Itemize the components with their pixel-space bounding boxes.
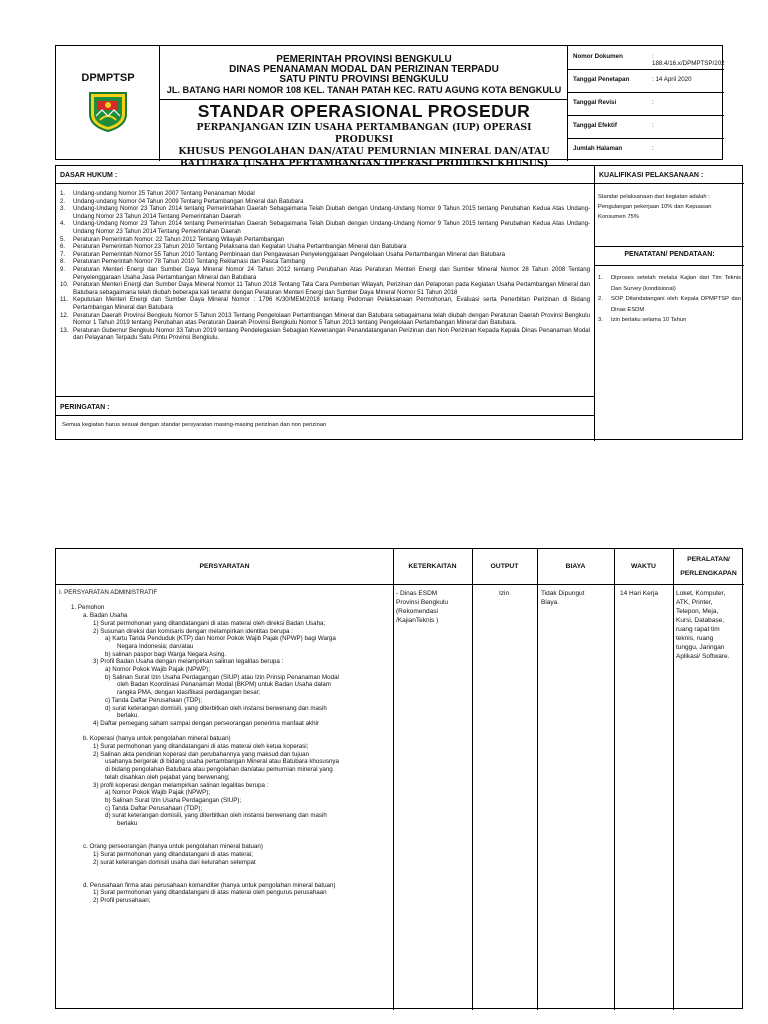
- meta-row: [568, 138, 724, 161]
- requirements-list: [59, 589, 389, 905]
- requirement-line: [59, 597, 389, 605]
- meta-value: : 188.4/16.x/DPMPTSP/202: [652, 53, 725, 67]
- meta-value: :: [652, 99, 654, 106]
- requirement-line: [59, 866, 389, 874]
- legal-item: 2. Undang-undang Nomor 04 Tahun 2009 Tentang Pertambangan Mineral dan Batubara: [60, 197, 304, 205]
- col-divider: [537, 549, 538, 1010]
- requirement-line: c. Orang perseorangan (hanya untuk pengolahan mineral batuan): [83, 843, 263, 851]
- title-divider: [160, 99, 568, 100]
- requirement-line: 4) Daftar pemegang saham sampai dengan perseorangan penerima manfaat akhir: [93, 719, 319, 727]
- col-divider: [472, 549, 473, 1010]
- gov-address: JL. BATANG HARI NOMOR 108 KEL. TANAH PATAH KEC. RATU AGUNG KOTA BENGKULU: [166, 85, 562, 95]
- output-cell: Izin: [499, 590, 510, 597]
- legal-item: 3. Undang-Undang Nomor 23 Tahun 2014 tentang Pemerintahan Daerah Sebagaimana Telah Diubah dengan Undang-Undang Nomor 9 Tahun 2015 tentang Perubahan Kedua Atas Undang-Undang Nomor 23 Tahun 2014 Tentang Pemerintahan Daerah: [60, 205, 590, 220]
- divider: [595, 183, 744, 184]
- requirement-line: 1) Surat permohonan yang ditandatangani di atas materai oleh direksi Badan Usaha;: [93, 619, 326, 627]
- divider: [56, 415, 595, 416]
- legal-item: 5. Peraturan Pemerintah Nomor. 22 Tahun 2012 Tentang Wilayah Pertambangan: [60, 235, 285, 243]
- requirement-line: 1) Surat permohonan yang ditandatangani di atas materai oleh ketua koperasi;: [93, 743, 309, 751]
- requirement-line: 2) Salinan akta pendirian koperasi dan perubahannya yang maksud dan tujuan: [93, 750, 310, 758]
- divider: [595, 265, 744, 266]
- requirement-line: [59, 835, 389, 843]
- bengkulu-emblem-icon: [86, 90, 130, 132]
- requirement-line: berlaku.: [117, 712, 140, 720]
- col-header-output: OUTPUT: [490, 562, 519, 570]
- legal-item: 10. Peraturan Menteri Energi dan Sumber Daya Mineral Nomor 11 Tahun 2018 Tentang Tata Cara Pemberian Wilayah, Perizinan dan Pelaporan pada Kegiatan Usaha Pertambangan Mineral dan Batubara sebagaimana telah diubah beberapa kali terakhir dengan Peraturan Menteri Energi dan Sumber Daya Mineral Nomor 51 Tahun 2018: [60, 281, 590, 296]
- gov-line: DINAS PENANAMAN MODAL DAN PERIZINAN TERPADU: [229, 64, 499, 75]
- requirement-line: di bidang pengolahan Batubara atau pengolahan dan/atau pemurnian mineral yang: [105, 766, 333, 774]
- biaya-cell: Tidak Dipungut Biaya.: [541, 590, 585, 606]
- subtitle-line: BATUBARA (USAHA PERTAMBANGAN OPERASI PRODUKSI KHUSUS): [179, 158, 549, 169]
- requirement-line: [59, 828, 389, 836]
- meta-label: Tanggal Revisi: [573, 99, 617, 106]
- admin-heading: PENATATAN/ PENDATAAN:: [624, 251, 715, 258]
- subtitle-line: PERPANJANGAN IZIN USAHA PERTAMBANGAN (IUP) OPERASI PRODUKSI: [196, 122, 532, 145]
- meta-label: Tanggal Efektif: [573, 122, 617, 129]
- qualification-text: Standar pelaksanaan dari kegiatan adalah : Pengulangan pekerjaan 10% dan Kepuasan Konsumen 75%: [598, 194, 712, 220]
- col-divider: [614, 549, 615, 1010]
- requirement-line: 3) profil koperasi dengan melampirkan salinan legalitas berupa :: [93, 781, 269, 789]
- requirement-line: b. Koperasi (hanya untuk pengolahan mineral batuan): [83, 735, 231, 743]
- legal-list: [60, 190, 590, 342]
- legal-item: 1. Undang-undang Nomor 25 Tahun 2007 Tentang Penanaman Modal: [60, 190, 255, 197]
- qualification-cell: [595, 166, 744, 441]
- divider: [595, 246, 744, 247]
- requirement-line: a. Badan Usaha: [83, 612, 128, 620]
- requirement-line: rangka PMA, dengan klasifikasi perdagangan besar;: [117, 689, 261, 697]
- legal-item: 4. Undang-Undang Nomor 23 Tahun 2014 tentang Pemerintahan Daerah Sebagaimana Telah Diubah dengan Undang-Undang Nomor 9 Tahun 2015 tentang Perubahan Kedua Atas Undang-Undang Nomor 23 Tahun 2014 Tentang Pemerintahan Daerah: [60, 220, 590, 235]
- meta-row: [568, 92, 724, 116]
- header-divider: [56, 584, 744, 585]
- admin-item: 3. Izin berlaku selama 10 Tahun: [598, 317, 687, 323]
- col-header-biaya: BIAYA: [565, 562, 586, 570]
- requirement-line: c) Tanda Daftar Perusahaan (TDP);: [105, 804, 203, 812]
- requirement-line: c) Tanda Daftar Perusahaan (TDP);: [105, 696, 203, 704]
- legal-item: 6. Peraturan Pemerintah Nomor 23 Tahun 2010 Tentang Pelaksana dan Kegiatan Usaha Pertambangan Mineral dan Batubara: [60, 243, 407, 251]
- col-header-persyaratan: PERSYARATAN: [199, 562, 250, 570]
- requirement-line: a) Nomor Pokok Wajib Pajak (NPWP);: [105, 666, 210, 674]
- sop-header: [55, 45, 725, 169]
- requirement-line: berlaku: [117, 820, 138, 828]
- legal-item: 11. Keputusan Menteri Energi dan Sumber Daya Mineral Nomor : 1796 K/30/MEM/2018 tentang Pedoman Pelaksanaan Permohonan, Evaluasi serta Penerbitan Perizinan di Bidang Pertambangan Mineral dan Batubara: [60, 296, 590, 311]
- warning-text: Semua kegiatan harus sesuai dengan standar persyaratan masing-masing perizinan dan non perizinan: [62, 422, 327, 428]
- requirement-line: d. Perusahaan firma atau perusahaan komanditer (hanya untuk pengolahan mineral batuan): [83, 881, 336, 889]
- meta-row: [568, 69, 724, 93]
- requirement-line: 2) surat keterangan domisili usaha dari kelurahan setempat: [93, 858, 256, 866]
- requirement-line: telah disahkan oleh pejabat yang berwenang;: [105, 773, 230, 781]
- admin-item: 1. Diproses setelah melalui Kajian dari Tim Teknis Dan Survey (kondisional): [598, 275, 741, 292]
- requirement-line: a) Kartu Tanda Penduduk (KTP) dan Nomor Pokok Wajib Pajak (NPWP) bagi Warga: [105, 635, 336, 643]
- qualification-heading: KUALIFIKASI PELAKSANAAN :: [599, 172, 704, 179]
- peralatan-cell: Loket, Komputer, ATK, Printer, Telepon, Meja, Kursi, Database, ruang rapat tim teknis, ruang tunggu, Jaringan Aplikasi/ Software.: [676, 590, 730, 660]
- requirement-line: b) Salinan Surat Izin Usaha Perdagangan (SIUP);: [105, 796, 242, 804]
- requirement-line: Negara Indonesia; dan/atau: [117, 642, 194, 650]
- col-header-text: PERALATAN/: [687, 555, 730, 563]
- legal-item: 12. Peraturan Daerah Provinsi Bengkulu Nomor 5 Tahun 2013 Tentang Pengelolaan Pertambangan Mineral dan Batubara sebagaimana telah diubah dengan Peraturan Daerah Provinsi Bengkulu Nomor 1 Tahun 2019 tentang Perubahan atas Peraturan Daerah Provinsi Bengkulu Nomor 5 Tahun 2013 tentang Pengelolaan Pertambangan Mineral dan Batubara.: [60, 311, 590, 327]
- col-header-text: PERLENGKAPAN: [680, 569, 737, 577]
- requirement-line: [59, 728, 389, 736]
- requirement-line: a) Nomor Pokok Wajib Pajak (NPWP);: [105, 789, 210, 797]
- requirement-line: d) surat keterangan domisili, yang diterbitkan oleh instansi berwenang dan masih: [105, 812, 327, 820]
- col-divider: [673, 549, 674, 1010]
- requirement-line: [59, 874, 389, 882]
- keterkaitan-cell: - Dinas ESDM Provinsi Bengkulu (Rekomendasi /KajianTeknis ): [396, 590, 449, 624]
- meta-row: [568, 115, 724, 139]
- page-title: STANDAR OPERASIONAL PROSEDUR: [197, 101, 531, 121]
- meta-value: :: [652, 145, 654, 152]
- meta-label: Nomor Dokumen: [573, 53, 623, 60]
- admin-list: [598, 273, 741, 326]
- page-subtitle: [170, 122, 558, 170]
- requirement-line: 1. Pemohon: [71, 604, 105, 612]
- meta-value: :: [652, 122, 654, 129]
- legal-heading: DASAR HUKUM :: [60, 172, 118, 179]
- subtitle-line: KHUSUS PENGOLAHAN DAN/ATAU PEMURNIAN MINERAL DAN/ATAU: [178, 146, 550, 157]
- requirement-line: 1) Surat permohonan yang ditandatangani di atas materai oleh pengurus perusahaan: [93, 889, 327, 897]
- legal-basis-section: [55, 165, 743, 440]
- requirement-line: 2) Profil perusahaan;: [93, 897, 151, 905]
- requirement-line: 3) Profil Badan Usaha dengan melampirkan salinan legalitas berupa :: [93, 658, 284, 666]
- legal-item: 8. Peraturan Pemerintah Nomor 78 Tahun 2010 Tentang Reklamasi dan Pasca Tambang: [60, 258, 306, 266]
- org-name: DPMPTSP: [81, 72, 135, 84]
- legal-item: 9. Peraturan Menteri Energi dan Sumber Daya Mineral Nomor 24 Tahun 2012 tentang Perubahan Atas Peraturan Menteri Energi dan Sumber Mineral Nomor 28 Tahun 2008 Tentang Penyelenggaraan Usaha Jasa Pertambangan Mineral dan Batubara: [60, 265, 590, 281]
- requirement-line: d) surat keterangan domisili, yang diterbitkan oleh instansi berwenang dan masih: [105, 704, 327, 712]
- meta-value: : 14 April 2020: [652, 76, 692, 83]
- divider: [56, 183, 595, 184]
- meta-label: Jumlah Halaman: [573, 145, 623, 152]
- col-header-waktu: WAKTU: [631, 562, 656, 570]
- warning-heading: PERINGATAN :: [60, 404, 110, 411]
- requirement-line: b) salinan paspor bagi Warga Negara Asing.: [105, 650, 227, 658]
- requirement-line: oleh Badan Koordinasi Penanaman Modal (BKPM) untuk Badan Usaha dalam: [117, 681, 331, 689]
- requirements-table: [55, 548, 743, 1009]
- header-title-cell: [160, 46, 568, 169]
- meta-label: Tanggal Penetapan: [573, 76, 630, 83]
- col-header-keterkaitan: KETERKAITAN: [408, 562, 457, 570]
- logo-cell: [56, 46, 160, 161]
- legal-item: 13. Peraturan Gubernur Bengkulu Nomor 33 Tahun 2019 tentang Pendelegasian Sebagian Kewenangan Penandatanganan Perizinan dan Non Perizinan Kepada Kepala Dinas Penanaman Modal dan Pelayanan Terpadu Satu Pintu Provinsi Bengkulu.: [60, 326, 590, 342]
- divider: [56, 396, 595, 397]
- admin-item: 2. SOP Ditandatangani oleh Kepala DPMPTSP dan Dinas ESDM: [598, 296, 741, 313]
- document-meta: [568, 46, 724, 161]
- requirement-line: 1) Surat permohonan yang ditandatangani di atas materai;: [93, 850, 253, 858]
- col-header-peralatan: [673, 549, 744, 584]
- gov-line: SATU PINTU PROVINSI BENGKULU: [279, 74, 449, 85]
- requirement-line: 2) Susunan direksi dan komisaris dengan melampirkan identitas berupa :: [93, 627, 293, 635]
- col-divider: [393, 549, 394, 1010]
- requirement-line: b) Salinan Surat Izin Usaha Perdagangan (SIUP) atau Izin Prinsip Penanaman Modal: [105, 673, 339, 681]
- waktu-cell: 14 Hari Kerja: [620, 590, 658, 597]
- legal-item: 7. Peraturan Pemerintah Nomor 55 Tahun 2010 Tentang Pembinaan dan Pengawasan Penyelenggaraan Pengelolaan Usaha Pertambangan Mineral dan Batubara: [60, 250, 506, 258]
- legal-basis-cell: [56, 166, 595, 441]
- meta-row: [568, 46, 724, 70]
- gov-line: PEMERINTAH PROVINSI BENGKULU: [276, 54, 452, 65]
- requirement-line: usahanya bergerak di bidang usaha pertambangan Mineral atau Batubara khususnya: [105, 758, 339, 766]
- requirement-line: I. PERSYARATAN ADMINISTRATIF: [59, 589, 158, 596]
